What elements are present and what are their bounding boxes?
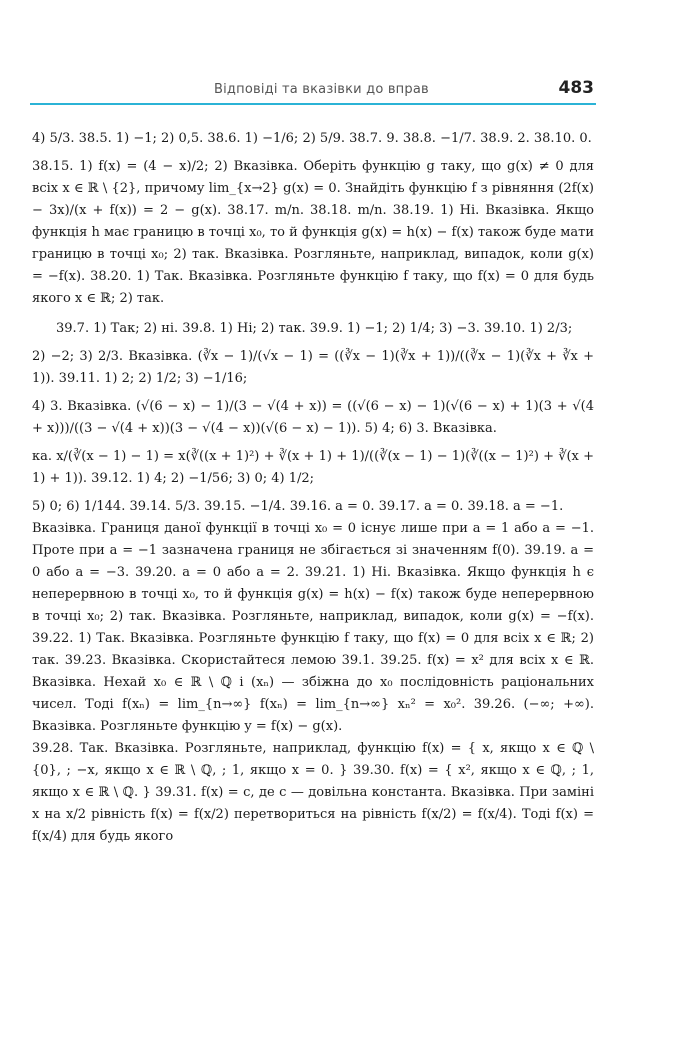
answer-paragraph-38-5: 4) 5/3. 38.5. 1) −1; 2) 0,5. 38.6. 1) −1/6; 2) 5/9. 38.7. 9. 38.8. −1/7. 38.9. 2. 38.10. 0. (32, 131, 592, 146)
answer-paragraph-39-18: Вказівка. Границя даної функції в точці x₀ = 0 існує лише при a = 1 або a = −1. Проте при a = −1 зазначена границя не збігається зі значенням f(0). 39.19. a = 0 або a = −3. 39.20. a = 0 або a = 2. 39.21. 1) Ні. Вказівка. Якщо функція h є неперервною в точці x₀, то й функція g(x) = h(x) − f(x) також буде неперервною в точці x₀; 2) так. Вказівка. Розгляньте, наприклад, випадок, коли g(x) = −f(x). 39.22. 1) Так. Вказівка. Розгляньте функцію f таку, що f(x) = 0 для всіх x ∈ ℝ; 2) так. 39.23. Вказівка. Скористайтеся лемою 39.1. 39.25. f(x) = x² для всіх x ∈ ℝ. Вказівка. Нехай x₀ ∈ ℝ \ ℚ і (xₙ) — збіжна до x₀ послідовність раціональних чисел. Тоді f(xₙ) = lim_{n→∞} f(xₙ) = lim_{n→∞} xₙ² = x₀². 39.26. (−∞; +∞). Вказівка. Розгляньте функцію y = f(x) − g(x). (32, 521, 595, 734)
answers-body (32, 128, 594, 848)
page-header (30, 78, 596, 104)
answer-paragraph-39-12-5: 5) 0; 6) 1/144. 39.14. 5/3. 39.15. −1/4. 39.16. a = 0. 39.17. a = 0. 39.18. a = −1. (32, 499, 564, 514)
answer-paragraph-39-10-cont: 2) −2; 3) 2/3. Вказівка. (∛x − 1)/(√x − 1) = ((∛x − 1)(∛x + 1))/((∛x − 1)(∛x + ∛x + 1)). 39.11. 1) 2; 2) 1/2; 3) −1/16; (32, 349, 594, 386)
answer-paragraph-38-15: 38.15. 1) f(x) = (4 − x)/2; 2) Вказівка. Оберіть функцію g таку, що g(x) ≠ 0 для всіх x ∈ ℝ \ {2}, причому lim_{x→2} g(x) = 0. Знайдіть функцію f з рівняння (2f(x) − 3x)/(x + f(x)) = 2 − g(x). 38.17. m/n. 38.18. m/n. 38.19. 1) Ні. Вказівка. Якщо функція h має границю в точці x₀, то й функція g(x) = h(x) − f(x) також буде мати границю в точці x₀; 2) так. Вказівка. Розгляньте, наприклад, випадок, коли g(x) = −f(x). 38.20. 1) Так. Вказівка. Розгляньте функцію f таку, що f(x) = 0 для будь якого x ∈ ℝ; 2) так. (32, 159, 594, 306)
running-title: Відповіді та вказівки до вправ (214, 82, 429, 97)
answer-paragraph-39-11-4: 4) 3. Вказівка. (√(6 − x) − 1)/(3 − √(4 + x)) = ((√(6 − x) − 1)(√(6 − x) + 1)(3 + √(4 + x)))/((3 − √(4 + x))(3 − √(4 − x))(√(6 − x) − 1)). 5) 4; 6) 3. Вказівка. (32, 399, 594, 436)
page-number: 483 (558, 78, 594, 98)
answer-paragraph-39-11-6: ка. x/(∛(x − 1) − 1) = x(∛((x + 1)²) + ∛(x + 1) + 1)/((∛(x − 1) − 1)(∛((x − 1)²) + ∛(x + 1) + 1)). 39.12. 1) 4; 2) −1/56; 3) 0; 4) 1/2; (32, 449, 594, 486)
answer-paragraph-39-28: 39.28. Так. Вказівка. Розгляньте, наприклад, функцію f(x) = { x, якщо x ∈ ℚ \ {0}, ; −x, якщо x ∈ ℝ \ ℚ, ; 1, якщо x = 0. } 39.30. f(x) = { x², якщо x ∈ ℚ, ; 1, якщо x ∈ ℝ \ ℚ. } 39.31. f(x) = c, де c — довільна константа. Вказівка. При заміні x на x/2 рівність f(x) = f(x/2) перетвориться на рівність f(x/2) = f(x/4). Тоді f(x) = f(x/4) для будь якого (32, 741, 594, 844)
answer-paragraph-39-7: 39.7. 1) Так; 2) ні. 39.8. 1) Ні; 2) так. 39.9. 1) −1; 2) 1/4; 3) −3. 39.10. 1) 2/3; (56, 321, 573, 336)
header-rule (30, 103, 596, 105)
